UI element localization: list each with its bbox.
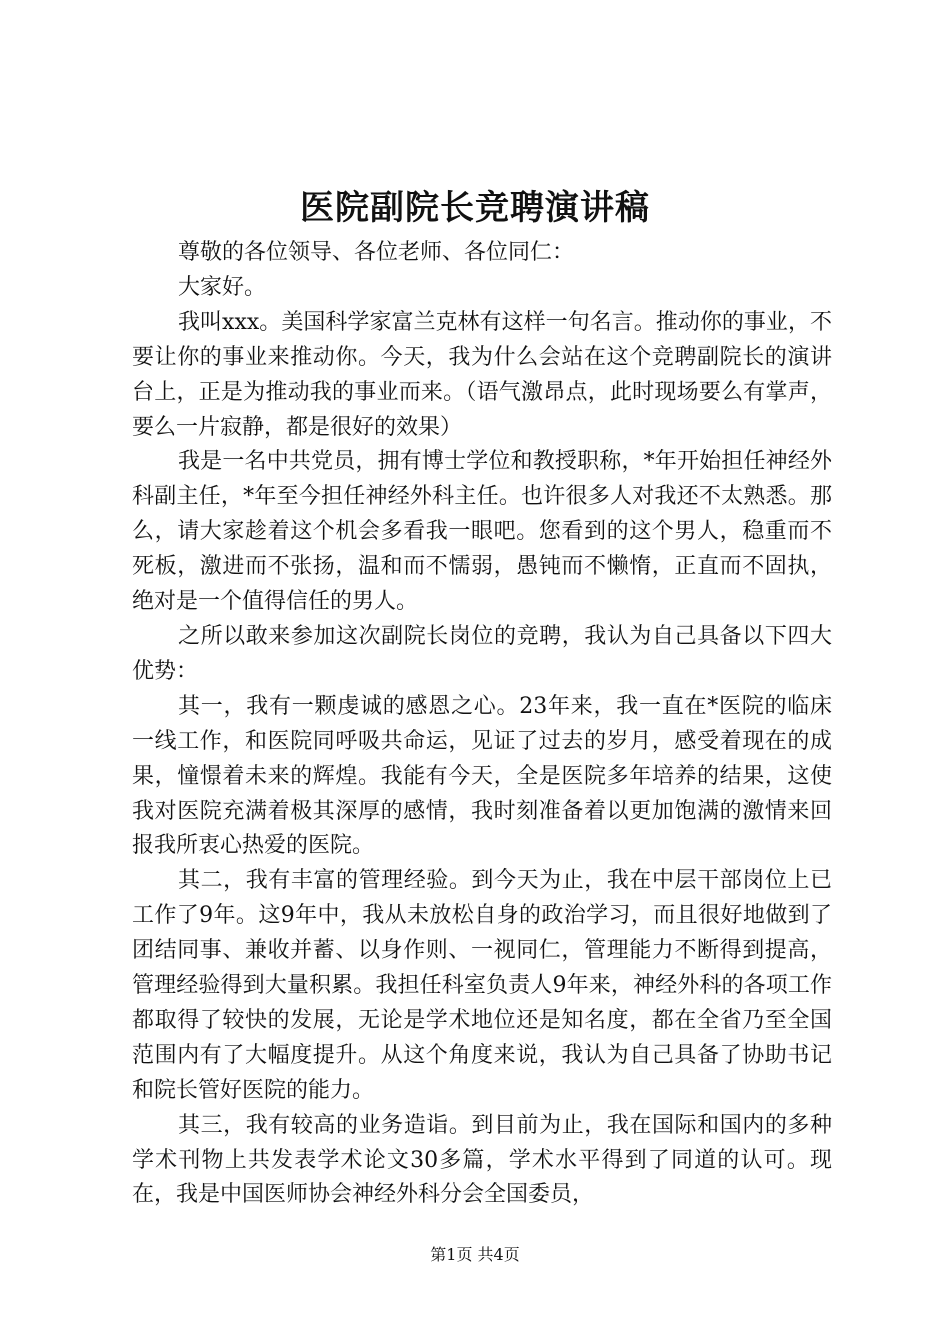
paragraph-advantage-one: 其一，我有一颗虔诚的感恩之心。23年来，我一直在*医院的临床一线工作，和医院同呼吸共命运，见证了过去的岁月，感受着现在的成果，憧憬着未来的辉煌。我能有今天，全是医院多年培养的结果，这使我对医院充满着极其深厚的感情，我时刻准备着以更加饱满的激情来回报我所衷心热爱的医院。	[132, 693, 832, 859]
paragraph-self-description: 我是一名中共党员，拥有博士学位和教授职称，*年开始担任神经外科副主任，*年至今担任神经外科主任。也许很多人对我还不太熟悉。那么，请大家趁着这个机会多看我一眼吧。您看到的这个男人，稳重而不死板，激进而不张扬，温和而不懦弱，愚钝而不懒惰，正直而不固执，绝对是一个值得信任的男人。	[132, 449, 832, 615]
document-title: 医院副院长竞聘演讲稿	[300, 188, 650, 228]
paragraph-hello: 大家好。	[178, 274, 267, 300]
page-footer: 第1页 共4页	[430, 1245, 520, 1264]
paragraph-advantage-two: 其二，我有丰富的管理经验。到今天为止，我在中层干部岗位上已工作了9年。这9年中，我从未放松自身的政治学习，而且很好地做到了团结同事、兼收并蓄、以身作则、一视同仁，管理能力不断得到提高，管理经验得到大量积累。我担任科室负责人9年来，神经外科的各项工作都取得了较快的发展，无论是学术地位还是知名度，都在全省乃至全国范围内有了大幅度提升。从这个角度来说，我认为自己具备了协助书记和院长管好医院的能力。	[132, 868, 832, 1103]
document-body	[132, 236, 832, 1213]
paragraph-advantage-three: 其三，我有较高的业务造诣。到目前为止，我在国际和国内的多种学术刊物上共发表学术论文30多篇，学术水平得到了同道的认可。现在，我是中国医师协会神经外科分会全国委员，	[132, 1112, 832, 1208]
paragraph-intro: 我叫xxx。美国科学家富兰克林有这样一句名言。推动你的事业，不要让你的事业来推动你。今天，我为什么会站在这个竞聘副院长的演讲台上，正是为推动我的事业而来。（语气激昂点，此时现场要么有掌声，要么一片寂静，都是很好的效果）	[132, 309, 832, 440]
paragraph-greeting: 尊敬的各位领导、各位老师、各位同仁：	[178, 240, 575, 265]
paragraph-advantages-intro: 之所以敢来参加这次副院长岗位的竞聘，我认为自己具备以下四大优势：	[132, 623, 832, 684]
